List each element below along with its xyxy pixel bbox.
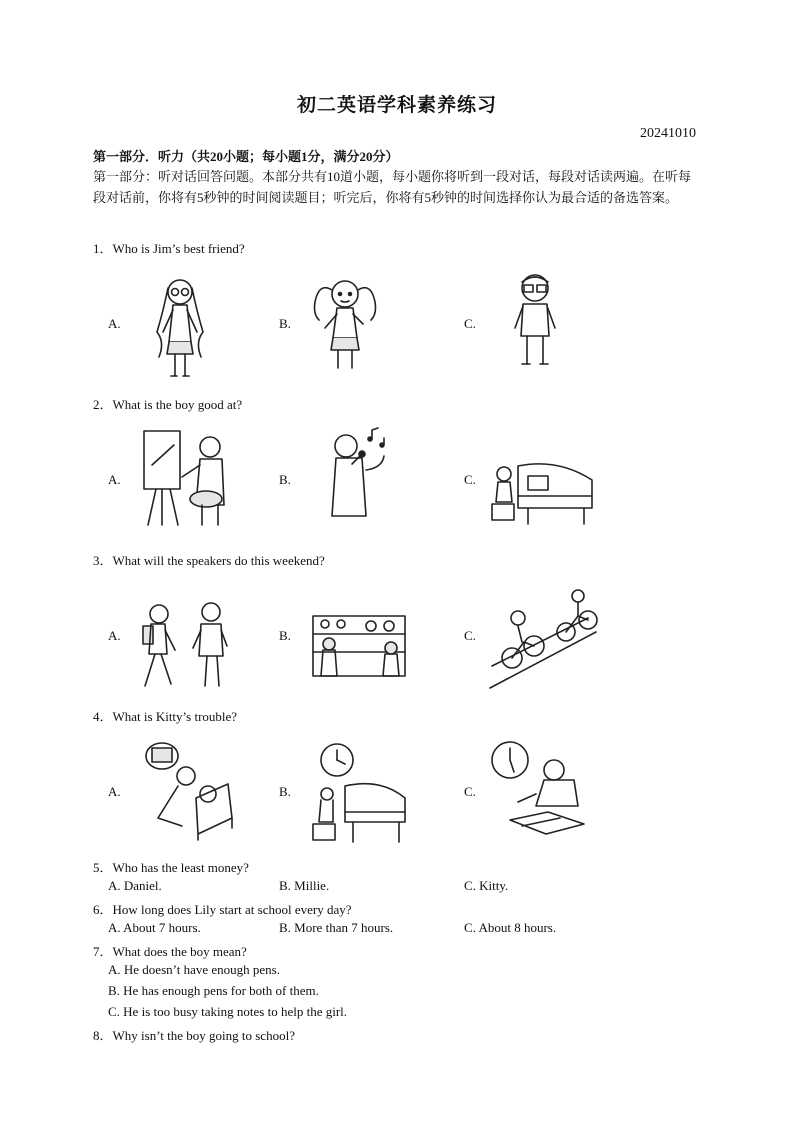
boy-singing-icon: [322, 428, 400, 520]
kids-cycling-icon: [488, 588, 598, 693]
q4-option-c[interactable]: C.: [464, 784, 476, 799]
section-intro: 第一部分：听对话回答问题。本部分共有10道小题，每小题你将听到一段对话，每段对话读两遍。在听每段对话前，你将有5秒钟的时间阅读题目；听完后，你将有5秒钟的时间选择你认为最合适的备选答案。: [93, 169, 692, 205]
q7-option-b[interactable]: B. He has enough pens for both of them.: [108, 983, 319, 998]
question-1-stem: 1．Who is Jim’s best friend?: [93, 241, 245, 256]
question-5-stem: 5．Who has the least money?: [93, 860, 249, 875]
boy-painting-icon: [138, 425, 233, 528]
question-8-stem: 8．Why isn’t the boy going to school?: [93, 1028, 295, 1043]
kids-shopping-icon: [305, 612, 410, 682]
q6-option-b[interactable]: B. More than 7 hours.: [279, 920, 394, 935]
q6-option-c[interactable]: C. About 8 hours.: [464, 920, 557, 935]
q2-option-b[interactable]: B.: [279, 472, 291, 487]
q7-option-c[interactable]: C. He is too busy taking notes to help the girl.: [108, 1004, 348, 1019]
q3-option-b[interactable]: B.: [279, 628, 291, 643]
section-header: 第一部分．听力（共20小题；每小题1分，满分20分）: [93, 149, 399, 164]
q4-option-a[interactable]: A.: [108, 784, 121, 799]
girl-with-glasses-long-hair-icon: [145, 272, 215, 380]
boy-playing-piano-icon: [488, 456, 598, 526]
q3-option-a[interactable]: A.: [108, 628, 121, 643]
q5-option-c[interactable]: C. Kitty.: [464, 878, 509, 893]
sick-in-bed-icon: [138, 738, 238, 842]
q5-option-a[interactable]: A. Daniel.: [108, 878, 162, 893]
question-6-stem: 6．How long does Lily start at school every day?: [93, 902, 352, 917]
piano-practice-late-icon: [305, 742, 410, 844]
q2-option-c[interactable]: C.: [464, 472, 476, 487]
q7-option-a[interactable]: A. He doesn’t have enough pens.: [108, 962, 280, 977]
q6-option-a[interactable]: A. About 7 hours.: [108, 920, 201, 935]
homework-late-icon: [488, 740, 588, 840]
q1-option-c[interactable]: C.: [464, 316, 476, 331]
question-7-stem: 7．What does the boy mean?: [93, 944, 247, 959]
question-4-stem: 4．What is Kitty’s trouble?: [93, 709, 238, 724]
kids-hiking-icon: [135, 600, 235, 690]
q5-option-b[interactable]: B. Millie.: [279, 878, 330, 893]
q1-option-b[interactable]: B.: [279, 316, 291, 331]
q4-option-b[interactable]: B.: [279, 784, 291, 799]
q3-option-c[interactable]: C.: [464, 628, 476, 643]
q1-option-a[interactable]: A.: [108, 316, 121, 331]
boy-with-glasses-icon: [505, 270, 565, 370]
page-title: 初二英语学科素养练习: [296, 95, 497, 116]
question-3-stem: 3．What will the speakers do this weekend?: [93, 553, 325, 568]
girl-with-pigtails-icon: [305, 272, 385, 372]
q2-option-a[interactable]: A.: [108, 472, 121, 487]
exam-code: 20241010: [640, 126, 696, 141]
question-2-stem: 2．What is the boy good at?: [93, 397, 243, 412]
